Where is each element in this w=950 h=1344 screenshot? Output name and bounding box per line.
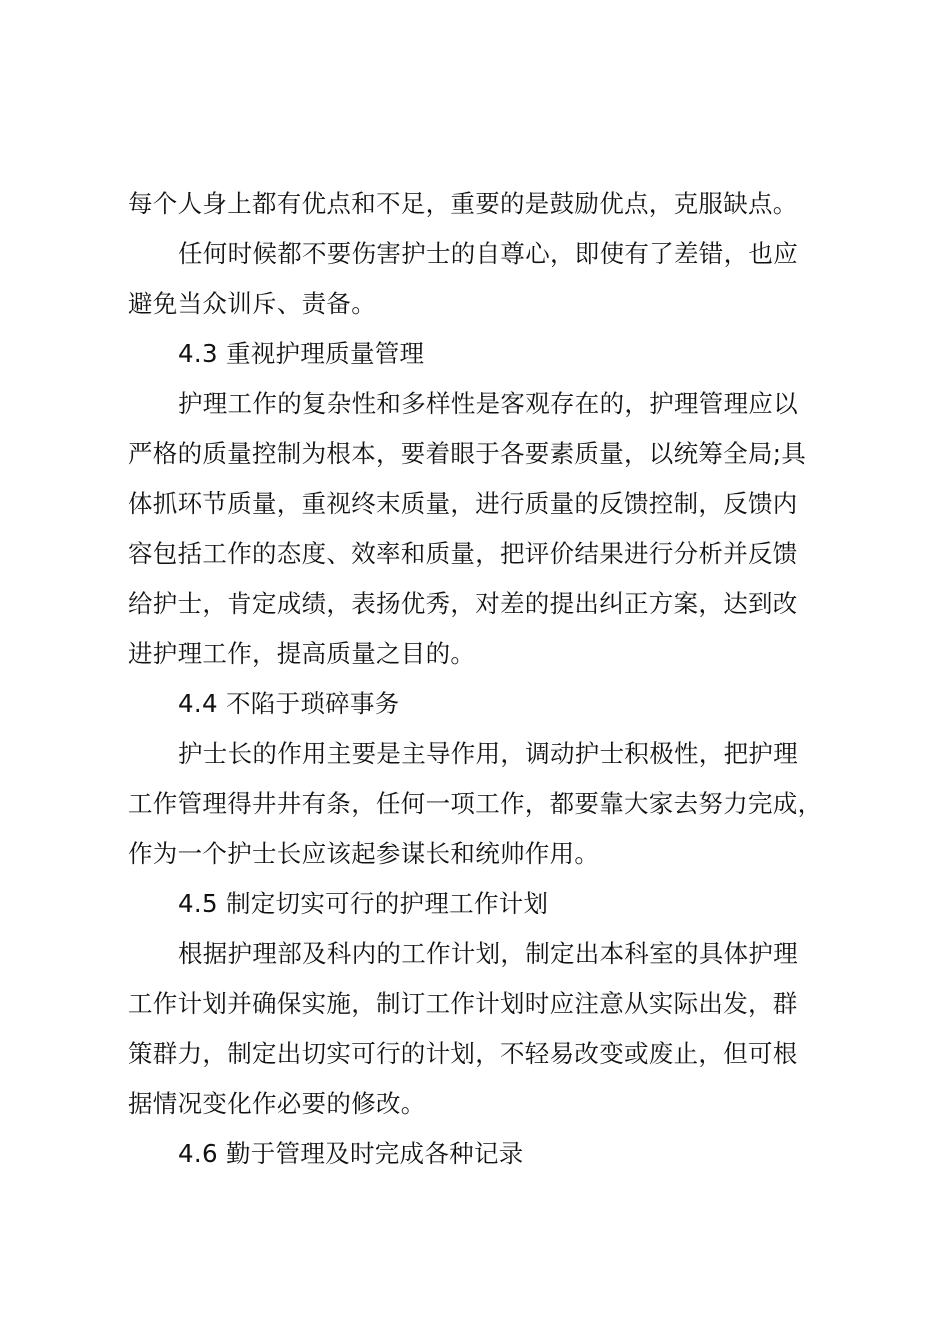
body-text-line: 据情况变化作必要的修改。 xyxy=(128,1089,426,1118)
paragraph-first-line: 根据护理部及科内的工作计划，制定出本科室的具体护理 xyxy=(178,939,798,968)
paragraph-first-line: 任何时候都不要伤害护士的自尊心，即使有了差错，也应 xyxy=(178,239,798,268)
section-heading-4-6: 4.6 勤于管理及时完成各种记录 xyxy=(178,1139,524,1168)
section-heading-4-5: 4.5 制定切实可行的护理工作计划 xyxy=(178,889,549,918)
paragraph-first-line: 护士长的作用主要是主导作用，调动护士积极性，把护理 xyxy=(178,739,798,768)
body-text-line: 避免当众训斥、责备。 xyxy=(128,289,376,318)
body-text-line: 严格的质量控制为根本，要着眼于各要素质量，以统筹全局;具 xyxy=(128,439,807,468)
body-text-line: 工作管理得井井有条，任何一项工作，都要靠大家去努力完成， xyxy=(128,789,823,818)
body-text-line: 给护士，肯定成绩，表扬优秀，对差的提出纠正方案，达到改 xyxy=(128,589,798,618)
body-text-line: 体抓环节质量，重视终末质量，进行质量的反馈控制，反馈内 xyxy=(128,489,798,518)
body-text-line: 作为一个护士长应该起参谋长和统帅作用。 xyxy=(128,839,600,868)
body-text-line: 策群力，制定出切实可行的计划，不轻易改变或废止，但可根 xyxy=(128,1039,798,1068)
body-text-line: 每个人身上都有优点和不足，重要的是鼓励优点，克服缺点。 xyxy=(128,189,798,218)
body-text-line: 容包括工作的态度、效率和质量，把评价结果进行分析并反馈 xyxy=(128,539,798,568)
section-heading-4-3: 4.3 重视护理质量管理 xyxy=(178,339,425,368)
section-heading-4-4: 4.4 不陷于琐碎事务 xyxy=(178,689,400,718)
paragraph-first-line: 护理工作的复杂性和多样性是客观存在的，护理管理应以 xyxy=(178,389,798,418)
body-text-line: 进护理工作，提高质量之目的。 xyxy=(128,639,476,668)
body-text-line: 工作计划并确保实施，制订工作计划时应注意从实际出发，群 xyxy=(128,989,798,1018)
